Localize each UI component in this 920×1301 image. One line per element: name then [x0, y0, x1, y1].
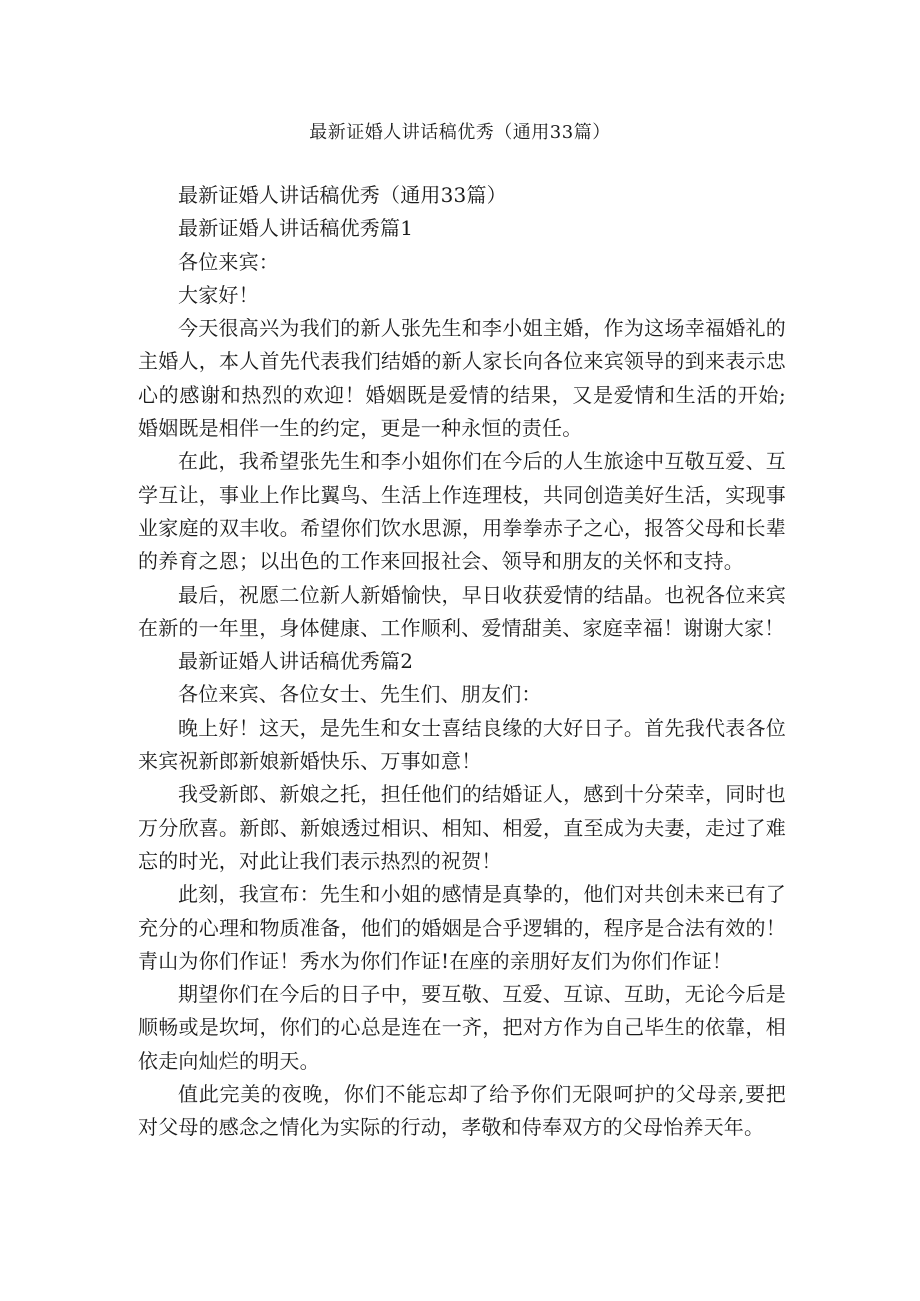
greeting-paragraph: 大家好！ [178, 282, 259, 307]
body-paragraph: 今天很高兴为我们的新人张先生和李小姐主婚，作为这场幸福婚礼的主婚人，本人首先代表我们结婚的新人家长向各位来宾领导的到来表示忠心的感谢和热烈的欢迎！婚姻既是爱情的结果，又是爱情和生活的开始;婚姻既是相伴一生的约定，更是一种永恒的责任。 [138, 316, 786, 441]
section-heading-1: 最新证婚人讲话稿优秀篇1 [178, 216, 414, 241]
document-body [138, 179, 786, 1145]
body-paragraph: 晚上好！这天，是先生和女士喜结良缘的大好日子。首先我代表各位来宾祝新郎新娘新婚快乐、万事如意！ [138, 715, 786, 774]
subtitle-paragraph: 最新证婚人讲话稿优秀（通用33篇） [178, 183, 507, 207]
document-title: 最新证婚人讲话稿优秀（通用33篇） [309, 122, 611, 143]
body-paragraph: 期望你们在今后的日子中，要互敬、互爱、互谅、互助，无论今后是顺畅或是坎坷，你们的心总是连在一齐，把对方作为自己毕生的依靠，相依走向灿烂的明天。 [138, 982, 786, 1073]
body-paragraph: 值此完美的夜晚，你们不能忘却了给予你们无限呵护的父母亲,要把对父母的感念之情化为实际的行动，孝敬和侍奉双方的父母怡养天年。 [138, 1082, 786, 1140]
body-paragraph: 此刻，我宣布：先生和小姐的感情是真挚的，他们对共创未来已有了充分的心理和物质准备，他们的婚姻是合乎逻辑的，程序是合法有效的！青山为你们作证！秀水为你们作证!在座的亲朋好友们为你们作证！ [138, 882, 786, 973]
body-paragraph: 最后，祝愿二位新人新婚愉快，早日收获爱情的结晶。也祝各位来宾在新的一年里，身体健康、工作顺利、爱情甜美、家庭幸福！谢谢大家！ [138, 582, 786, 640]
body-paragraph: 我受新郎、新娘之托，担任他们的结婚证人，感到十分荣幸，同时也万分欣喜。新郎、新娘透过相识、相知、相爱，直至成为夫妻，走过了难忘的时光，对此让我们表示热烈的祝贺！ [138, 782, 786, 873]
salutation-paragraph: 各位来宾： [178, 249, 279, 274]
body-paragraph: 在此，我希望张先生和李小姐你们在今后的人生旅途中互敬互爱、互学互让，事业上作比翼鸟、生活上作连理枝，共同创造美好生活，实现事业家庭的双丰收。希望你们饮水思源，用拳拳赤子之心，报答父母和长辈的养育之恩；以出色的工作来回报社会、领导和朋友的关怀和支持。 [138, 449, 786, 574]
section-heading-2: 最新证婚人讲话稿优秀篇2 [178, 649, 414, 674]
salutation-paragraph: 各位来宾、各位女士、先生们、朋友们： [178, 682, 542, 707]
